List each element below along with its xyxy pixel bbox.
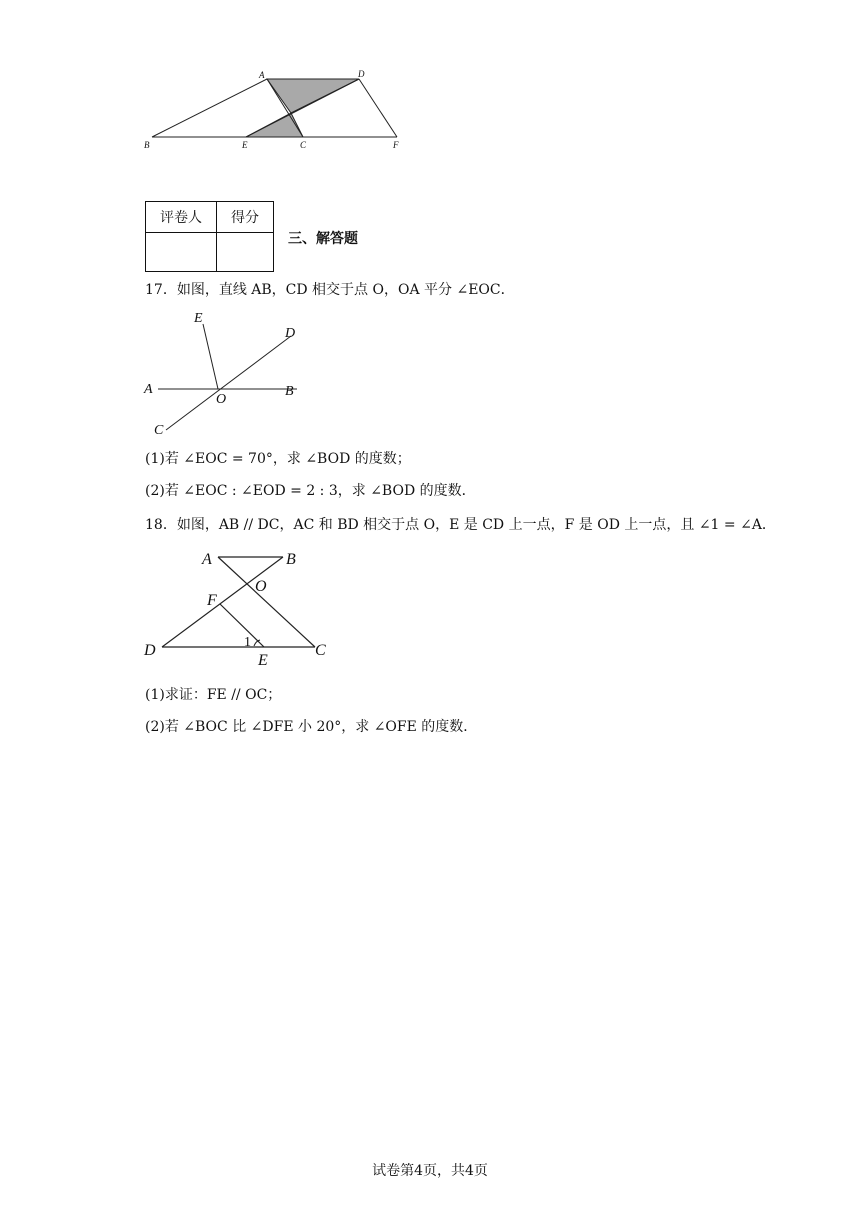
score-cell-grader bbox=[146, 233, 217, 272]
q17-stem: 17．如图，直线 AB，CD 相交于点 O，OA 平分 ∠EOC． bbox=[145, 282, 515, 298]
label-A: A bbox=[144, 382, 153, 397]
figure-q17 bbox=[140, 306, 320, 436]
label-B: B bbox=[144, 140, 150, 150]
q18-part2: (2)若 ∠BOC 比 ∠DFE 小 20°，求 ∠OFE 的度数． bbox=[145, 719, 478, 735]
label-B: B bbox=[285, 384, 294, 399]
label-D: D bbox=[285, 326, 296, 341]
label-F: F bbox=[393, 140, 399, 150]
q18-stem: 18．如图，AB // DC，AC 和 BD 相交于点 O，E 是 CD 上一点，F 是 OD 上一点，且 ∠1 = ∠A． bbox=[145, 517, 776, 533]
figure-top bbox=[140, 66, 410, 156]
label-D: D bbox=[358, 69, 365, 79]
section-title: 三、解答题 bbox=[288, 231, 358, 247]
label-C: C bbox=[315, 642, 326, 659]
label-C: C bbox=[154, 423, 164, 436]
score-cell-score bbox=[217, 233, 274, 272]
label-O: O bbox=[216, 392, 227, 407]
score-header-grader: 评卷人 bbox=[146, 202, 217, 233]
shaded-region-upper bbox=[267, 79, 359, 113]
label-C: C bbox=[300, 140, 307, 150]
figure-q18 bbox=[140, 545, 340, 670]
label-O: O bbox=[255, 578, 267, 595]
label-1: 1 bbox=[244, 635, 251, 650]
label-E: E bbox=[194, 311, 203, 326]
shaded-region-lower bbox=[246, 113, 303, 137]
label-A: A bbox=[259, 70, 265, 80]
q18-part1: (1)求证：FE // OC； bbox=[145, 687, 282, 703]
score-header-score: 得分 bbox=[217, 202, 274, 233]
label-A: A bbox=[202, 551, 212, 568]
label-F: F bbox=[207, 592, 217, 609]
label-E: E bbox=[242, 140, 248, 150]
label-E: E bbox=[258, 652, 268, 669]
q17-part2: (2)若 ∠EOC : ∠EOD = 2 : 3，求 ∠BOD 的度数． bbox=[145, 483, 476, 499]
q17-part1: (1)若 ∠EOC = 70°，求 ∠BOD 的度数； bbox=[145, 451, 411, 467]
page-footer: 试卷第4页，共4页 bbox=[372, 1163, 488, 1179]
label-B: B bbox=[286, 551, 296, 568]
label-D: D bbox=[144, 642, 156, 659]
score-table bbox=[145, 201, 274, 272]
